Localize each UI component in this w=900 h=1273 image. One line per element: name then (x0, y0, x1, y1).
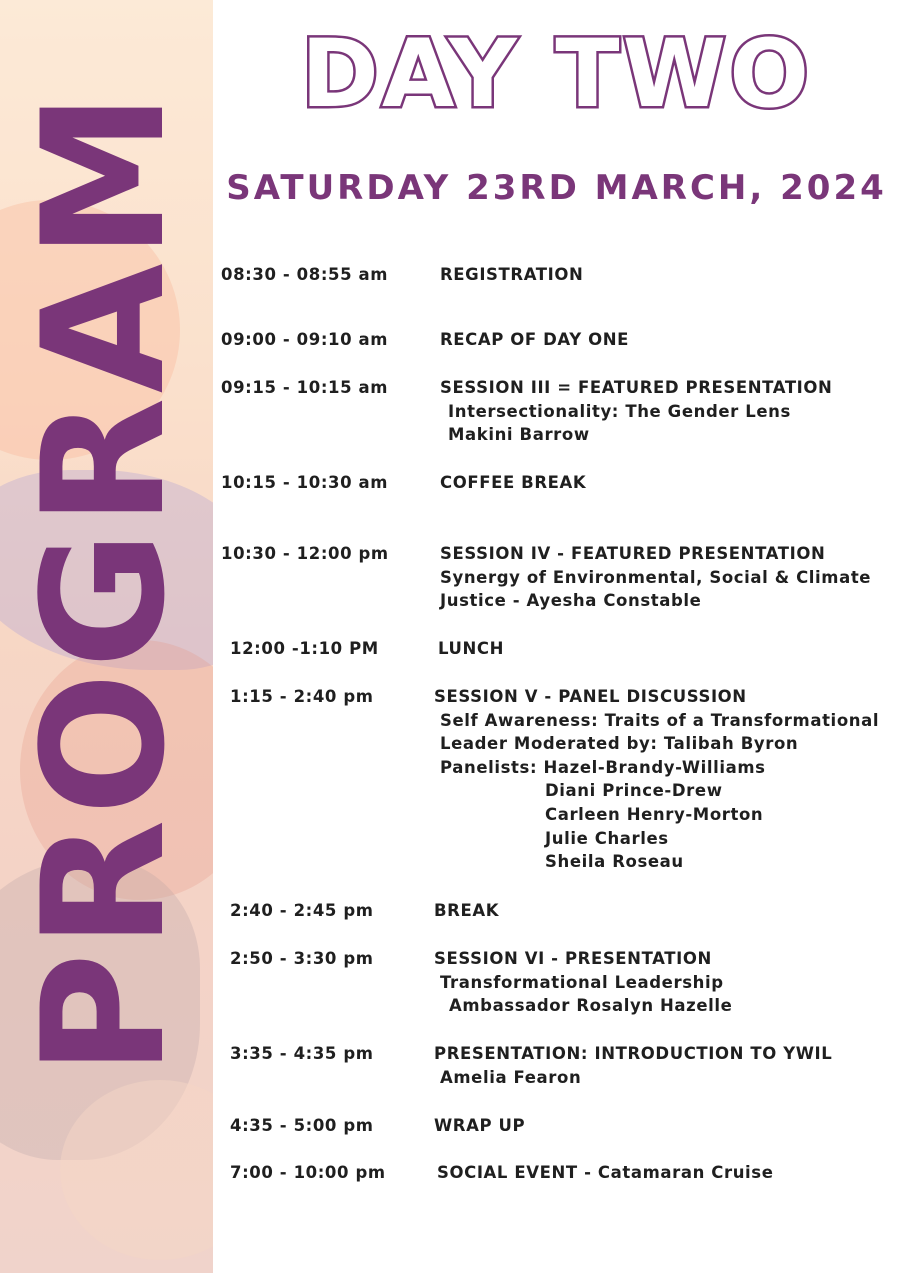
vertical-program-title: PROGRAM (6, 88, 202, 1076)
agenda-item (434, 947, 732, 1018)
time-slot: 08:30 - 08:55 am (221, 265, 389, 284)
agenda-item (440, 328, 629, 352)
time-slot: 09:15 - 10:15 am (221, 378, 389, 397)
agenda-item (440, 263, 583, 287)
agenda-detail: Leader Moderated by: Talibah Byron (440, 734, 799, 754)
agenda-title: SESSION V - PANEL DISCUSSION (434, 687, 747, 706)
agenda-speaker: Ambassador Rosalyn Hazelle (449, 996, 733, 1016)
agenda-item (438, 637, 504, 661)
time-slot: 1:15 - 2:40 pm (230, 687, 374, 706)
agenda-title: LUNCH (438, 639, 505, 658)
time-slot: 3:35 - 4:35 pm (230, 1044, 374, 1063)
agenda-item (434, 1042, 832, 1089)
agenda-detail: Intersectionality: The Gender Lens (448, 401, 791, 421)
agenda-title: PRESENTATION: INTRODUCTION TO YWIL (434, 1044, 833, 1063)
agenda-detail: Synergy of Environmental, Social & Climate (440, 567, 872, 587)
agenda-detail: Justice - Ayesha Constable (440, 591, 702, 611)
time-slot: 09:00 - 09:10 am (221, 330, 389, 349)
agenda-item (434, 899, 499, 923)
agenda-speaker: Amelia Fearon (440, 1067, 582, 1087)
agenda-item (437, 1161, 774, 1185)
time-slot: 10:15 - 10:30 am (221, 473, 389, 492)
time-slot: 2:50 - 3:30 pm (230, 949, 374, 968)
agenda-item (440, 376, 832, 447)
panelist-name: Diani Prince-Drew (545, 781, 723, 801)
event-date: SATURDAY 23RD MARCH, 2024 (226, 168, 887, 208)
agenda-title: WRAP UP (434, 1116, 526, 1135)
agenda-detail: Panelists: Hazel-Brandy-Williams (440, 757, 766, 777)
agenda-title: SOCIAL EVENT - Catamaran Cruise (437, 1163, 774, 1182)
agenda-speaker: Makini Barrow (448, 425, 590, 445)
agenda-title: RECAP OF DAY ONE (440, 330, 630, 349)
time-slot: 10:30 - 12:00 pm (221, 544, 389, 563)
time-slot: 4:35 - 5:00 pm (230, 1116, 374, 1135)
time-slot: 12:00 -1:10 PM (230, 639, 379, 658)
agenda-title: COFFEE BREAK (440, 473, 587, 492)
agenda-title: BREAK (434, 901, 500, 920)
day-title: DAY TWO (300, 20, 813, 129)
agenda-title: SESSION IV - FEATURED PRESENTATION (440, 544, 826, 563)
agenda-detail: Self Awareness: Traits of a Transformational (440, 710, 880, 730)
panelist-name: Sheila Roseau (545, 852, 684, 872)
agenda-item (440, 471, 586, 495)
agenda-item (440, 542, 871, 613)
time-slot: 7:00 - 10:00 pm (230, 1163, 386, 1182)
panelist-name: Carleen Henry-Morton (545, 804, 764, 824)
time-slot: 2:40 - 2:45 pm (230, 901, 374, 920)
agenda-title: SESSION VI - PRESENTATION (434, 949, 712, 968)
panelist-name: Julie Charles (545, 828, 669, 848)
agenda-item (434, 1114, 525, 1138)
agenda-detail: Transformational Leadership (440, 972, 724, 992)
agenda-title: REGISTRATION (440, 265, 584, 284)
agenda-item (434, 685, 879, 874)
agenda-title: SESSION III = FEATURED PRESENTATION (440, 378, 833, 397)
